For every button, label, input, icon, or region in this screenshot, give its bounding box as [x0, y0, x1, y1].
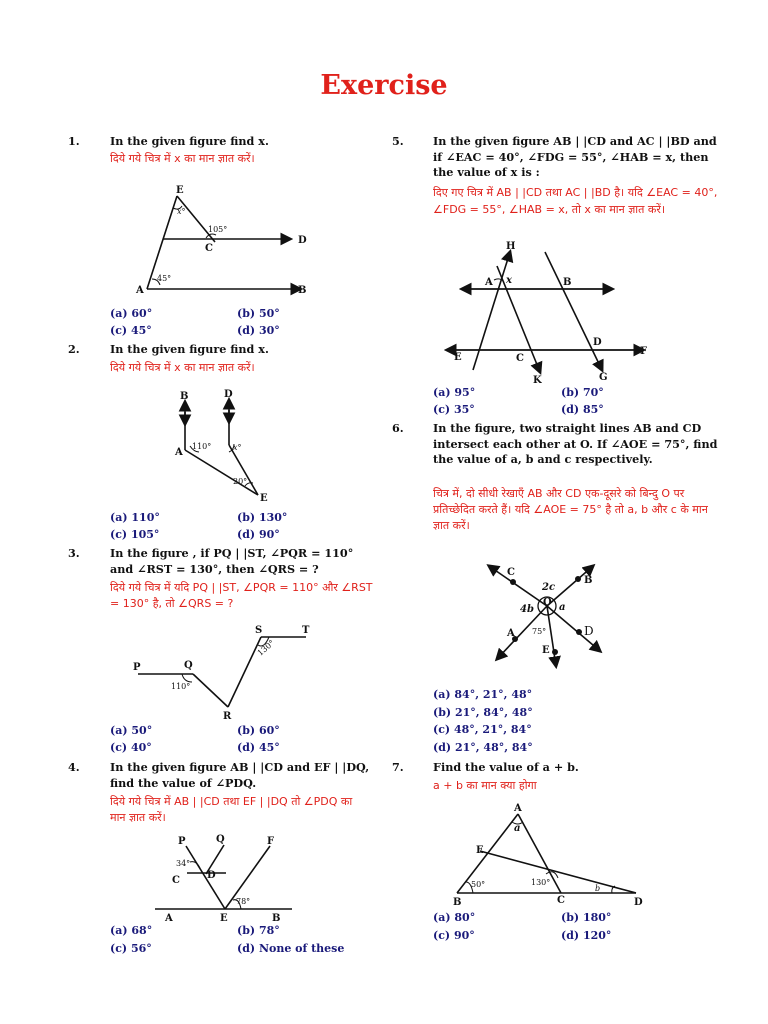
fig4-label-P: P	[178, 836, 186, 847]
fig6-label-B: B	[584, 575, 593, 586]
option-a[interactable]: (a) 50°	[110, 724, 153, 737]
question-text: In the given figure AB | |CD and EF | |DQ, find the value of ∠PDQ.	[110, 760, 370, 790]
fig4-label-78: 78°	[236, 897, 251, 906]
fig6-label-75: 75°	[532, 627, 547, 636]
option-d[interactable]: (d) 120°	[561, 929, 612, 942]
option-d[interactable]: (d) 85°	[561, 403, 604, 416]
question-number: 1.	[68, 134, 80, 148]
option-c[interactable]: (c) 35°	[433, 403, 475, 416]
fig1-label-B: B	[298, 285, 307, 296]
fig6-label-4b: 4b	[520, 604, 534, 615]
fig6-label-a: a	[559, 602, 566, 613]
fig2-label-20: 20°	[233, 477, 248, 486]
fig2-label-110: 110°	[192, 442, 212, 451]
fig3-label-130: 130°	[255, 638, 277, 658]
fig1-label-E: E	[176, 185, 184, 196]
fig2-label-A: A	[175, 447, 183, 458]
question-text: In the figure, two straight lines AB and CD intersect each other at O. If ∠AOE = 75°, find the value of a, b and c respectively.	[433, 421, 718, 466]
question-text-hindi: दिये गये चित्र में यदि PQ | |ST, ∠PQR = 110° और ∠RST = 130° है, तो ∠QRS = ?	[110, 581, 373, 610]
question-text-hindi: a + b का मान क्या होगा	[433, 779, 537, 792]
fig7-label-B: B	[453, 897, 462, 908]
fig7-label-a: a	[514, 823, 521, 834]
fig5-label-D: D	[593, 337, 602, 348]
option-a[interactable]: (a) 68°	[110, 924, 153, 937]
question-text-hindi: दिये गये चित्र में x का मान ज्ञात करें।	[110, 361, 255, 374]
page-title: Exercise	[320, 70, 448, 101]
fig4-label-Q: Q	[216, 834, 225, 845]
option-b[interactable]: (b) 78°	[237, 924, 280, 937]
option-b[interactable]: (b) 130°	[237, 511, 288, 524]
fig2-label-E: E	[260, 493, 268, 504]
fig5-label-C: C	[516, 353, 524, 364]
option-a[interactable]: (a) 60°	[110, 307, 153, 320]
fig3-label-Q: Q	[184, 660, 193, 671]
fig6-label-D: D	[584, 624, 594, 638]
fig5-label-K: K	[533, 375, 542, 386]
fig5-label-B: B	[563, 277, 572, 288]
fig4-label-F: F	[267, 836, 275, 847]
question-text-hindi: दिये गये चित्र में x का मान ज्ञात करें।	[110, 152, 255, 165]
fig2-label-x: x°	[233, 443, 242, 452]
fig6-label-E: E	[542, 645, 550, 656]
question-number: 7.	[392, 760, 404, 774]
fig7-label-b: b	[595, 884, 601, 893]
fig1-label-A: A	[136, 285, 144, 296]
fig7-label-E: E	[476, 845, 484, 856]
question-number: 6.	[392, 421, 404, 435]
option-a[interactable]: (a) 84°, 21°, 48°	[433, 688, 533, 701]
fig5-label-G: G	[599, 372, 608, 383]
fig6-label-2c: 2c	[542, 582, 556, 593]
option-d[interactable]: (d) 45°	[237, 741, 280, 754]
fig2-label-D: D	[224, 389, 233, 400]
fig4-label-34: 34°	[176, 859, 191, 868]
fig5-label-H: H	[506, 241, 516, 252]
fig7-label-D: D	[634, 897, 643, 908]
option-c[interactable]: (c) 56°	[110, 942, 152, 955]
option-c[interactable]: (c) 90°	[433, 929, 475, 942]
fig5-label-A: A	[485, 277, 493, 288]
fig1-label-x: x°	[177, 207, 186, 216]
option-c[interactable]: (c) 45°	[110, 324, 152, 337]
fig1-label-C: C	[205, 243, 213, 254]
option-b[interactable]: (b) 50°	[237, 307, 280, 320]
option-c[interactable]: (c) 40°	[110, 741, 152, 754]
option-b[interactable]: (b) 70°	[561, 386, 604, 399]
fig1-label-105: 105°	[208, 225, 228, 234]
fig3-label-P: P	[133, 662, 141, 673]
option-c[interactable]: (c) 48°, 21°, 84°	[433, 723, 532, 736]
fig3-label-110: 110°	[171, 682, 191, 691]
question-text: In the given figure AB | |CD and AC | |BD and if ∠EAC = 40°, ∠FDG = 55°, ∠HAB = x, then the value of x is :	[433, 134, 717, 179]
option-d[interactable]: (d) 90°	[237, 528, 280, 541]
fig6-label-C: C	[507, 567, 515, 578]
option-a[interactable]: (a) 95°	[433, 386, 476, 399]
fig4-label-E: E	[220, 913, 228, 924]
option-b[interactable]: (b) 180°	[561, 911, 612, 924]
fig5-label-F: F	[640, 346, 648, 357]
option-a[interactable]: (a) 110°	[110, 511, 160, 524]
option-d[interactable]: (d) 21°, 48°, 84°	[433, 741, 533, 754]
question-number: 2.	[68, 342, 80, 356]
option-d[interactable]: (d) None of these	[237, 942, 345, 955]
option-a[interactable]: (a) 80°	[433, 911, 476, 924]
option-b[interactable]: (b) 60°	[237, 724, 280, 737]
question-text: Find the value of a + b.	[433, 760, 579, 774]
fig7-label-50: 50°	[471, 880, 486, 889]
option-b[interactable]: (b) 21°, 84°, 48°	[433, 706, 533, 719]
fig1-label-45: 45°	[157, 274, 172, 283]
fig4-label-C: C	[172, 875, 180, 886]
question-text: In the figure , if PQ | |ST, ∠PQR = 110° and ∠RST = 130°, then ∠QRS = ?	[110, 546, 354, 576]
question-text: In the given figure find x.	[110, 134, 269, 148]
question-text: In the given figure find x.	[110, 342, 269, 356]
fig7-label-C: C	[557, 895, 565, 906]
fig6-label-O: O	[543, 597, 552, 608]
question-number: 4.	[68, 760, 80, 774]
fig3-label-T: T	[302, 625, 310, 636]
fig6-label-A: A	[507, 628, 515, 639]
fig1-label-D: D	[298, 235, 307, 246]
fig5-label-E: E	[454, 352, 462, 363]
question-text-hindi: दिए गए चित्र में AB | |CD तथा AC | |BD है। यदि ∠EAC = 40°, ∠FDG = 55°, ∠HAB = x, तो x का मान ज्ञात करें।	[433, 186, 718, 216]
fig7-label-130: 130°	[531, 878, 551, 887]
fig3-label-R: R	[223, 711, 232, 722]
fig4-label-B: B	[272, 913, 281, 924]
question-number: 3.	[68, 546, 80, 560]
fig4-label-A: A	[165, 913, 173, 924]
question-text-hindi: दिये गये चित्र में AB | |CD तथा EF | |DQ तो ∠PDQ का मान ज्ञात करें।	[110, 795, 353, 824]
option-d[interactable]: (d) 30°	[237, 324, 280, 337]
question-text-hindi: चित्र में, दो सीधी रेखाएँ AB और CD एक-दूसरे को बिन्दु O पर प्रतिच्छेदित करते हैं। यदि ∠AOE = 75° है तो a, b और c के मान ज्ञात करें।	[433, 487, 708, 532]
fig7-label-A: A	[514, 803, 522, 814]
question-number: 5.	[392, 134, 404, 148]
fig2-label-B: B	[180, 391, 189, 402]
fig5-label-x: x	[506, 275, 512, 286]
fig3-label-S: S	[255, 625, 263, 636]
fig4-label-D: D	[207, 870, 216, 881]
option-c[interactable]: (c) 105°	[110, 528, 160, 541]
